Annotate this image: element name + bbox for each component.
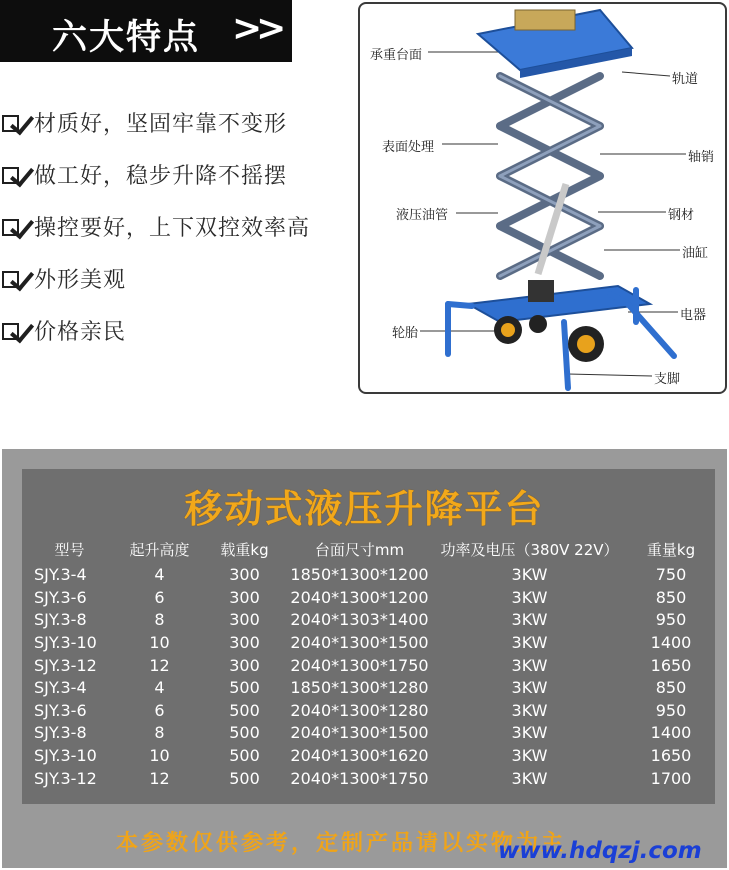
cell-height: 12 bbox=[149, 768, 170, 788]
cell-height: 12 bbox=[149, 655, 170, 675]
cell-weight: 1650 bbox=[650, 655, 692, 675]
cell-model: SJY.3-10 bbox=[34, 633, 97, 653]
cell-size: 2040*1300*1750 bbox=[290, 655, 429, 675]
label-tire: 轮胎 bbox=[392, 326, 419, 341]
cell-model: SJY.3-12 bbox=[34, 768, 97, 788]
feature-text: 价格亲民 bbox=[34, 319, 127, 345]
cell-load: 500 bbox=[229, 678, 260, 698]
label-platform: 承重台面 bbox=[370, 48, 423, 63]
cell-load: 500 bbox=[229, 746, 260, 766]
cell-power: 3KW bbox=[511, 565, 548, 585]
cell-size: 2040*1300*1500 bbox=[290, 633, 429, 653]
feature-item bbox=[0, 96, 345, 148]
feature-text: 做工好，稳步升降不摇摆 bbox=[34, 163, 288, 189]
cell-model: SJY.3-6 bbox=[34, 700, 87, 720]
cell-height: 8 bbox=[154, 723, 165, 743]
cell-load: 300 bbox=[229, 655, 260, 675]
table-row bbox=[22, 745, 715, 768]
spec-header-row bbox=[22, 534, 715, 564]
label-leg: 支脚 bbox=[654, 372, 681, 387]
cell-weight: 750 bbox=[655, 565, 687, 585]
cell-power: 3KW bbox=[511, 746, 548, 766]
checkbox-icon bbox=[2, 213, 28, 239]
label-rail: 轨道 bbox=[672, 72, 699, 87]
feature-item bbox=[0, 200, 345, 252]
spec-title: 移动式液压升降平台 bbox=[184, 487, 545, 531]
cell-height: 4 bbox=[154, 565, 165, 585]
cell-weight: 950 bbox=[655, 610, 687, 630]
cell-power: 3KW bbox=[511, 633, 548, 653]
feature-item bbox=[0, 304, 345, 356]
column-header: 起升高度 bbox=[129, 540, 190, 559]
cell-size: 2040*1300*1620 bbox=[290, 746, 429, 766]
cell-model: SJY.3-4 bbox=[34, 678, 87, 698]
table-row bbox=[22, 564, 715, 587]
banner-title: 六大特点 bbox=[52, 18, 201, 58]
spec-table bbox=[22, 534, 715, 790]
feature-item bbox=[0, 252, 345, 304]
label-electric: 电器 bbox=[680, 308, 707, 323]
table-row bbox=[22, 677, 715, 700]
checkbox-icon bbox=[2, 109, 28, 135]
cell-size: 2040*1300*1200 bbox=[290, 587, 429, 607]
cell-height: 6 bbox=[154, 700, 165, 720]
label-surface: 表面处理 bbox=[382, 140, 435, 155]
column-header: 载重kg bbox=[220, 540, 269, 559]
column-header: 功率及电压（380V 22V） bbox=[440, 540, 619, 559]
cell-load: 500 bbox=[229, 723, 260, 743]
cell-height: 8 bbox=[154, 610, 165, 630]
table-row bbox=[22, 609, 715, 632]
column-header: 型号 bbox=[54, 540, 85, 559]
disclaimer-note: 本参数仅供参考，定制产品请以实物为主 bbox=[116, 830, 567, 856]
feature-text: 外形美观 bbox=[34, 267, 127, 293]
cell-load: 500 bbox=[229, 768, 260, 788]
cell-model: SJY.3-8 bbox=[34, 610, 87, 630]
cell-model: SJY.3-4 bbox=[34, 565, 87, 585]
table-row bbox=[22, 700, 715, 723]
cell-size: 1850*1300*1280 bbox=[290, 678, 429, 698]
cell-weight: 1400 bbox=[650, 723, 692, 743]
cell-height: 10 bbox=[149, 633, 170, 653]
table-row bbox=[22, 587, 715, 610]
cell-load: 300 bbox=[229, 633, 260, 653]
cell-weight: 1700 bbox=[650, 768, 692, 788]
checkbox-icon bbox=[2, 317, 28, 343]
cell-weight: 1400 bbox=[650, 633, 692, 653]
cell-height: 6 bbox=[154, 587, 165, 607]
cell-weight: 1650 bbox=[650, 746, 692, 766]
cell-model: SJY.3-8 bbox=[34, 723, 87, 743]
cell-power: 3KW bbox=[511, 768, 548, 788]
website-url[interactable]: www.hdqzj.com bbox=[498, 838, 702, 864]
cell-power: 3KW bbox=[511, 587, 548, 607]
label-cylinder: 油缸 bbox=[682, 246, 709, 261]
label-steel: 钢材 bbox=[668, 208, 695, 223]
checkbox-icon bbox=[2, 265, 28, 291]
table-row bbox=[22, 767, 715, 790]
cell-power: 3KW bbox=[511, 723, 548, 743]
column-header: 台面尺寸mm bbox=[314, 540, 405, 559]
column-header: 重量kg bbox=[646, 540, 696, 559]
banner-arrows: >> bbox=[232, 8, 281, 49]
cell-height: 4 bbox=[154, 678, 165, 698]
table-row bbox=[22, 722, 715, 745]
feature-list bbox=[0, 96, 345, 356]
cell-load: 500 bbox=[229, 700, 260, 720]
cell-model: SJY.3-10 bbox=[34, 746, 97, 766]
cell-size: 1850*1300*1200 bbox=[290, 565, 429, 585]
cell-weight: 850 bbox=[655, 587, 687, 607]
feature-text: 操控要好，上下双控效率高 bbox=[34, 215, 311, 241]
cell-power: 3KW bbox=[511, 700, 548, 720]
feature-item bbox=[0, 148, 345, 200]
table-row bbox=[22, 654, 715, 677]
cell-load: 300 bbox=[229, 610, 260, 630]
table-row bbox=[22, 632, 715, 655]
cell-height: 10 bbox=[149, 746, 170, 766]
cell-model: SJY.3-6 bbox=[34, 587, 87, 607]
cell-weight: 850 bbox=[655, 678, 687, 698]
cell-size: 2040*1300*1280 bbox=[290, 700, 429, 720]
cell-power: 3KW bbox=[511, 678, 548, 698]
lift-diagram bbox=[358, 2, 727, 394]
cell-weight: 950 bbox=[655, 700, 687, 720]
label-hose: 液压油管 bbox=[396, 208, 449, 223]
feature-text: 材质好，坚固牢靠不变形 bbox=[34, 111, 288, 137]
cell-power: 3KW bbox=[511, 655, 548, 675]
label-pin: 轴销 bbox=[688, 150, 715, 165]
cell-load: 300 bbox=[229, 587, 260, 607]
cell-model: SJY.3-12 bbox=[34, 655, 97, 675]
cell-power: 3KW bbox=[511, 610, 548, 630]
checkbox-icon bbox=[2, 161, 28, 187]
cell-load: 300 bbox=[229, 565, 260, 585]
cell-size: 2040*1300*1500 bbox=[290, 723, 429, 743]
cell-size: 2040*1300*1750 bbox=[290, 768, 429, 788]
cell-size: 2040*1303*1400 bbox=[290, 610, 429, 630]
